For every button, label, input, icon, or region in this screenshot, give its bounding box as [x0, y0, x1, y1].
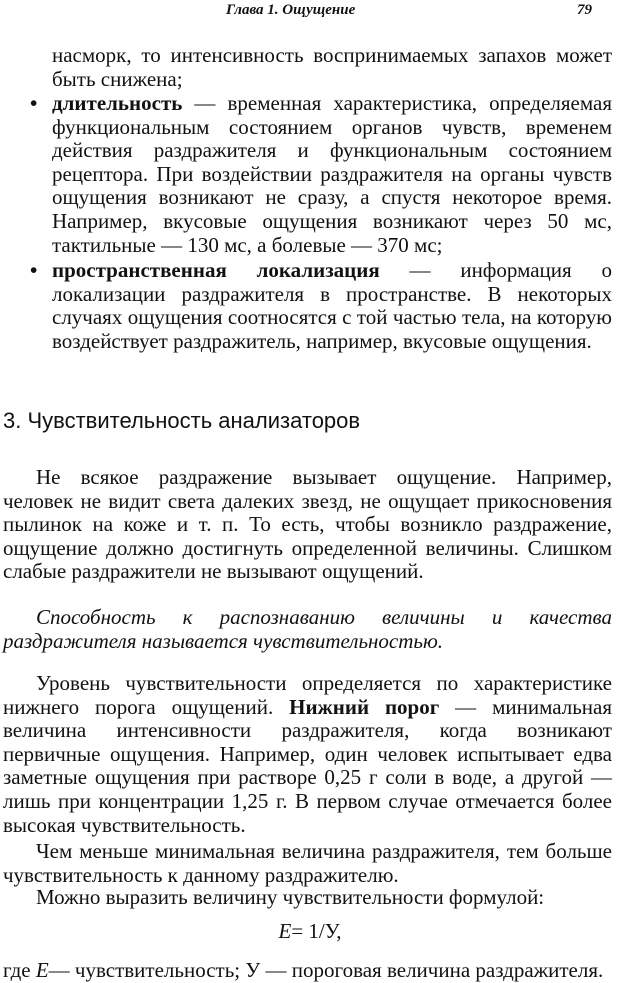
term-lower-threshold: Нижний порог: [289, 694, 440, 719]
paragraph: Не всякое раздражение вызывает ощущение. Например, человек не видит света далеких звезд, не ощущает прикосновения пылинок на коже и т. п. То есть, чтобы возникло раздражение, ощущение должно достигнуть определенной величины. Слишком слабые раздражители не вызывают ощущений.: [3, 465, 612, 584]
formula-explanation-variable: E: [35, 958, 49, 982]
formula-explanation: [3, 958, 615, 983]
section-heading: 3. Чувствительность анализаторов: [3, 408, 361, 433]
formula: [0, 919, 620, 944]
bullet-marker: •: [30, 91, 38, 115]
formula-explanation-text: — чувствительность; У — пороговая величина раздражителя.: [48, 958, 604, 982]
list-item: [30, 92, 612, 257]
list-item-text: [52, 259, 612, 353]
page-number: 79: [577, 2, 592, 18]
paragraph: Можно выразить величину чувствительности формулой:: [36, 885, 545, 909]
list-item-description: — информация о локализации раздражителя в пространстве. В некоторых случаях ощущения соотносятся с той частью тела, на которую воздействует раздражитель, например, вкусовые ощущения.: [52, 258, 612, 353]
paragraph: Чем меньше минимальная величина раздражителя, тем больше чувствительность к данному раздражителю.: [3, 839, 612, 887]
chapter-title: Глава 1. Ощущение: [226, 2, 356, 18]
paragraph: [3, 672, 612, 837]
paragraph-text: — минимальная величина интенсивности раздражителя, когда возникают первичные ощущения. Например, один человек испытывает едва заметные ощущения при растворе 0,25 г соли в воде, а другой — лишь при концентрации 1,25 г. В первом случае отмечается более высокая чувствительность.: [3, 694, 612, 837]
formula-explanation-prefix: где: [3, 958, 36, 982]
list-item-term: длительность: [52, 91, 183, 115]
continuation-text: насморк, то интенсивность воспринимаемых запахов может быть снижена;: [52, 43, 612, 91]
list-item-text: [52, 92, 612, 257]
list-item: [30, 259, 612, 353]
formula-variable: E: [278, 919, 292, 943]
definition-text: Способность к распознаванию величины и качества раздражителя называется чувствительностью.: [3, 605, 612, 653]
list-item-term: пространственная локализация: [52, 258, 380, 282]
formula-expression: = 1/У,: [291, 919, 342, 943]
paragraph-text: Уровень чувствительности определяется по характеристике нижнего порога ощущений.: [3, 671, 612, 719]
bullet-marker: •: [30, 258, 38, 282]
list-item-description: — временная характеристика, определяемая функциональным состоянием органов чувств, временем действия раздражителя и функциональным состоянием рецептора. При воздействии раздражителя на органы чувств ощущения возникают не сразу, а спустя некоторое время. Например, вкусовые ощущения возникают через 50 мс, тактильные — 130 мс, а болевые — 370 мс;: [52, 91, 612, 257]
running-header: [0, 2, 620, 24]
